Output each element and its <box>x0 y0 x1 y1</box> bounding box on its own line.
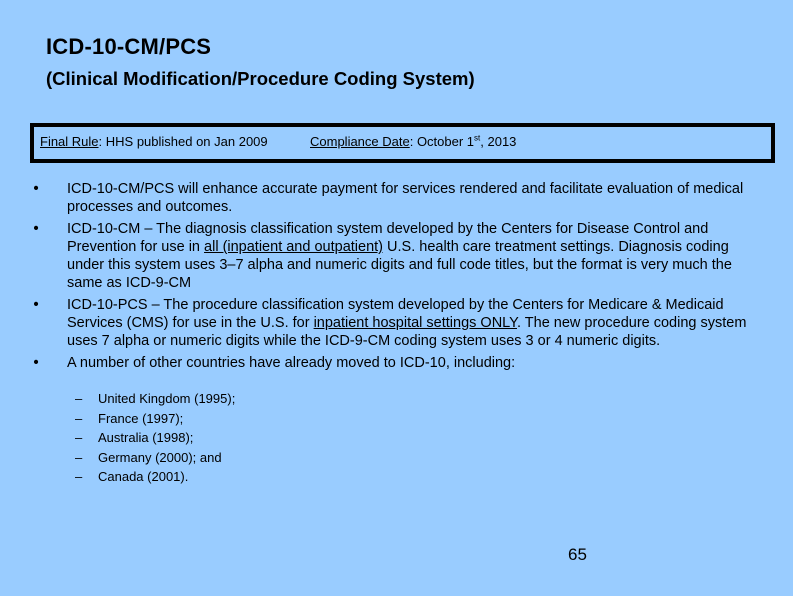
slide-subtitle: (Clinical Modification/Procedure Coding System) <box>46 68 475 89</box>
list-item <box>30 180 765 216</box>
bullet-icon: • <box>33 355 39 371</box>
compliance-date-value-suffix: , 2013 <box>480 134 517 149</box>
final-rule <box>40 134 268 149</box>
list-item <box>30 354 765 372</box>
compliance-date-value-prefix: : October 1 <box>409 134 475 149</box>
final-rule-value: : HHS published on Jan 2009 <box>98 134 268 149</box>
dash-icon: – <box>75 449 83 465</box>
bullet-text: A number of other countries have already moved to ICD-10, including: <box>67 355 516 371</box>
bullet-icon: • <box>33 297 39 313</box>
country-item <box>75 428 235 448</box>
bullet-text-post: . The new procedure coding system uses 7 alpha or numeric digits while the ICD-9-CM coding system uses 3 or 4 numeric digits. <box>67 315 747 349</box>
bullet-list <box>30 180 765 376</box>
country-list <box>75 389 235 487</box>
country-text: Australia (1998); <box>98 430 194 445</box>
country-text: United Kingdom (1995); <box>98 391 236 406</box>
bullet-text: ICD-10-CM/PCS will enhance accurate payment for services rendered and facilitate evaluation of medical processes and outcomes. <box>67 181 744 215</box>
country-item <box>75 409 235 429</box>
bullet-text-underlined: inpatient hospital settings ONLY <box>313 315 517 331</box>
country-text: France (1997); <box>98 410 184 426</box>
dash-icon: – <box>75 430 83 445</box>
country-item <box>75 467 235 487</box>
dash-icon: – <box>75 391 83 406</box>
country-text: Canada (2001). <box>98 469 189 484</box>
slide-title: ICD-10-CM/PCS <box>46 34 212 59</box>
list-item <box>30 220 765 292</box>
info-box <box>30 123 775 163</box>
page-number: 65 <box>568 545 587 564</box>
compliance-date-label: Compliance Date <box>310 134 410 149</box>
country-item <box>75 448 235 468</box>
country-item <box>75 389 235 409</box>
bullet-icon: • <box>33 221 39 237</box>
country-text: Germany (2000); and <box>98 449 222 465</box>
compliance-date <box>310 134 516 149</box>
compliance-date-value-sup: st <box>474 133 481 143</box>
bullet-text-underlined: all (inpatient and outpatient) <box>204 239 383 255</box>
bullet-text-pre: ICD-10-PCS – The procedure classification system developed by the Centers for Medicare & Medicaid Services (CMS) for use in the U.S. for <box>67 297 724 331</box>
list-item <box>30 296 765 350</box>
bullet-text-pre: ICD-10-CM – The diagnosis classification system developed by the Centers for Disease Control and Prevention for use in <box>67 221 709 255</box>
bullet-text-post: U.S. health care treatment settings. Diagnosis coding under this system uses 3–7 alpha and numeric digits and full code titles, but the format is very much the same as ICD-9-CM <box>67 239 732 291</box>
dash-icon: – <box>75 469 83 484</box>
bullet-icon: • <box>33 181 39 197</box>
final-rule-label: Final Rule <box>40 134 99 149</box>
dash-icon: – <box>75 410 83 426</box>
